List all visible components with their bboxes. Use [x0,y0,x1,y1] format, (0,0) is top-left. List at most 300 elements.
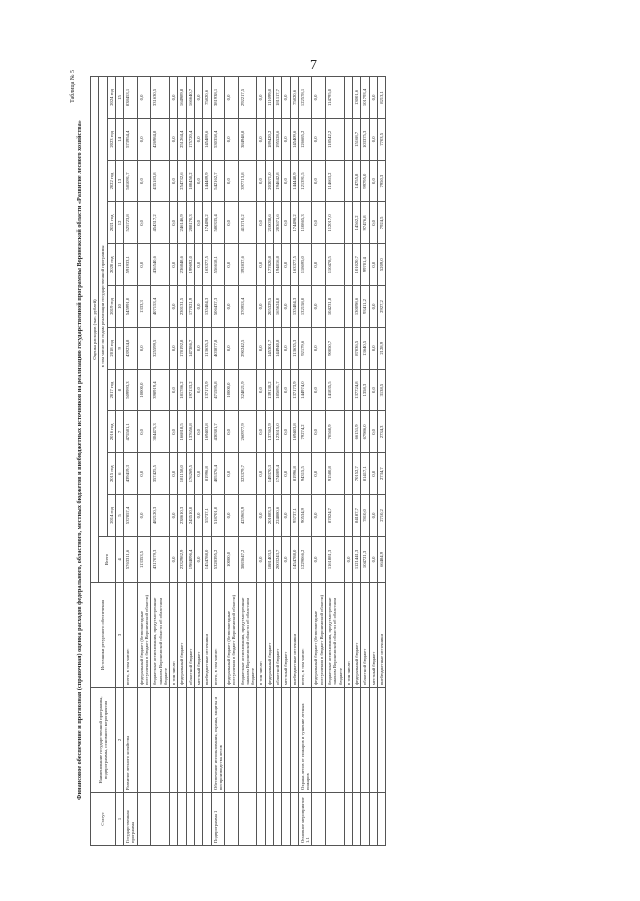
value-cell: 0,0 [282,411,290,453]
source-cell: областной бюджет [361,583,369,688]
value-cell: 1229066,2 [298,536,312,582]
source-cell: всего, в том числе: [211,583,225,688]
value-cell: 525723,8 [124,202,138,244]
value-cell: 0,0 [170,77,178,119]
value-cell: 5328395,2 [211,536,225,582]
source-cell: всего, в том числе: [124,583,138,688]
value-cell: 0,0 [257,327,265,369]
value-cell: 230131,5 [178,286,186,328]
value-cell: 145489,6 [203,118,211,160]
value-cell: 537857,4 [124,495,138,537]
value-cell: 203071,0 [265,160,273,202]
name-cell [151,688,170,793]
value-cell: 0,0 [369,244,377,286]
value-cell: 194816,8 [274,244,282,286]
status-cell [238,793,257,846]
value-cell: 2003243,7 [274,536,282,582]
value-cell: 0,0 [170,369,178,411]
name-cell: Обеспечение использования, охраны, защиты и воспроизводства лесов [211,688,225,793]
value-cell: 114795,0 [326,77,345,119]
value-cell: 14755,8 [353,160,361,202]
value-cell: 2332982,9 [178,536,186,582]
source-cell: внебюджетные источники [203,583,211,688]
value-cell: 118542,2 [326,118,345,160]
value-cell: 137362,9 [265,411,273,453]
value-cell [344,77,352,119]
value-cell: 425963,9 [238,495,257,537]
value-cell: 110478,5 [326,244,345,286]
value-cell: 436540,6 [151,244,170,286]
name-cell [186,688,194,793]
table-row [369,77,377,846]
value-cell: 292217,5 [238,77,257,119]
value-cell [344,286,352,328]
value-cell: 110865,3 [298,202,312,244]
value-cell: 0,0 [194,118,202,160]
name-cell [312,688,326,793]
value-cell: 145409,6 [290,118,298,160]
header-year: 2015 год [107,453,115,495]
value-cell: 0,0 [225,244,239,286]
value-cell: 0,0 [194,77,202,119]
value-cell: 1881403,5 [265,536,273,582]
column-number: 13 [115,160,123,202]
value-cell: 413710,2 [238,202,257,244]
value-cell: 70152,7 [353,453,361,495]
source-cell: всего, в том числе: [298,583,312,688]
value-cell: 0,0 [225,327,239,369]
value-cell: 0,0 [312,118,326,160]
value-cell: 135484,3 [290,286,298,328]
status-cell [274,793,282,846]
value-cell: 439234,8 [124,327,138,369]
value-cell: 0,0 [282,77,290,119]
rotated-content [70,60,590,860]
table-row [326,77,345,846]
value-cell: 0,0 [282,453,290,495]
value-cell: 545991,0 [124,286,138,328]
value-cell: 4317079,3 [151,536,170,582]
value-cell: 81417,1 [361,453,369,495]
value-cell: 0,0 [194,286,202,328]
value-cell: 177820,8 [265,244,273,286]
source-cell: областной бюджет [186,583,194,688]
value-cell: 290242,5 [238,327,257,369]
value-cell: 482120,3 [151,495,170,537]
value-cell: 392837,6 [238,244,257,286]
value-cell: 0,0 [257,536,265,582]
value-cell: 509993,3 [124,369,138,411]
table-row [298,77,312,846]
value-cell: 324821,9 [238,369,257,411]
value-cell: 591933,1 [124,244,138,286]
value-cell: 0,0 [369,453,377,495]
value-cell: 14562,2 [353,202,361,244]
value-cell: 67986,0 [361,411,369,453]
value-cell [344,453,352,495]
value-cell: 260977,9 [238,411,257,453]
table-row [344,77,352,846]
status-cell [137,793,151,846]
value-cell: 581091,7 [124,160,138,202]
value-cell: 2128,9 [377,327,385,369]
value-cell: 246146,9 [178,202,186,244]
table-row [282,77,290,846]
value-cell: 0,0 [282,369,290,411]
name-cell [194,688,202,793]
name-cell [290,688,298,793]
source-cell: областной бюджет [274,583,282,688]
value-cell: 174498,2 [290,202,298,244]
value-cell: 238610,3 [178,495,186,537]
value-cell: 1161881,3 [326,536,345,582]
value-cell: 0,0 [312,536,326,582]
value-cell: 403877,8 [211,327,225,369]
status-cell [326,793,345,846]
value-cell: 0,0 [194,160,202,202]
value-cell: 0,0 [312,286,326,328]
name-cell [257,688,265,793]
value-cell: 0,0 [225,77,239,119]
value-cell: 1358,3 [361,369,369,411]
value-cell: 189420,2 [265,118,273,160]
value-cell: 0,0 [257,286,265,328]
value-cell: 137724,8 [353,369,361,411]
value-cell: 2927,2 [377,286,385,328]
value-cell: 0,0 [282,202,290,244]
value-cell: 0,0 [194,327,202,369]
column-number: 11 [115,244,123,286]
value-cell: 195528,6 [274,118,282,160]
value-cell: 357425,5 [151,453,170,495]
value-cell: 144448,9 [290,160,298,202]
table-row [225,77,239,846]
value-cell: 573954,4 [124,118,138,160]
value-cell: 81996,8 [290,453,298,495]
value-cell: 0,0 [257,244,265,286]
value-cell: 331630,5 [151,77,170,119]
table-row [290,77,298,846]
name-cell [225,688,239,793]
table-row [124,77,138,846]
value-cell: 426984,8 [151,118,170,160]
status-cell [282,793,290,846]
value-cell: 0,0 [170,536,178,582]
value-cell: 0,0 [369,495,377,537]
value-cell: 0,0 [312,453,326,495]
value-cell: 112017,0 [326,202,345,244]
name-cell [170,688,178,793]
value-cell: 205329,5 [265,286,273,328]
value-cell: 5763311,6 [124,536,138,582]
value-cell: 0,0 [137,495,151,537]
value-cell: 0,0 [137,327,151,369]
value-cell: 10000,0 [225,536,239,582]
value-cell: 180450,2 [186,160,194,202]
status-cell [353,793,361,846]
table-row [257,77,265,846]
value-cell: 0,0 [225,495,239,537]
value-cell: 0,0 [312,495,326,537]
value-cell: 0,0 [369,118,377,160]
value-cell: 0,0 [137,244,151,286]
value-cell: 2710,2 [377,495,385,537]
header-year: 2018 год [107,327,115,369]
value-cell: 84187,7 [353,495,361,537]
table-row [137,77,151,846]
value-cell: 0,0 [312,202,326,244]
value-cell: 174009,4 [274,453,282,495]
header-year: 2017 год [107,369,115,411]
status-cell [344,793,352,846]
status-cell [377,793,385,846]
value-cell: 580335,4 [211,202,225,244]
value-cell: 113635,3 [290,327,298,369]
table-row [170,77,178,846]
value-cell: 0,0 [194,244,202,286]
status-cell [361,793,369,846]
value-cell: 0,0 [257,369,265,411]
value-cell: 145301,7 [265,327,273,369]
value-cell: 0,0 [137,453,151,495]
value-cell: 0,0 [225,118,239,160]
value-cell: 101020,7 [353,244,361,286]
status-cell [290,793,298,846]
value-cell: 1454788,0 [203,536,211,582]
value-cell: 0,0 [257,453,265,495]
value-cell: 0,0 [170,453,178,495]
value-cell: 236848,6 [178,244,186,286]
value-cell: 137173,9 [290,369,298,411]
value-cell [344,244,352,286]
value-cell: 0,0 [194,202,202,244]
value-cell: 454317,2 [151,202,170,244]
value-cell: 435183,8 [151,160,170,202]
value-cell: 163377,5 [290,244,298,286]
value-cell: 0,0 [282,160,290,202]
value-cell: 0,0 [344,536,352,582]
column-number: 10 [115,286,123,328]
column-number: 12 [115,202,123,244]
value-cell: 175720,4 [186,118,194,160]
value-cell: 104231,8 [326,286,345,328]
value-cell: 1333,3 [137,286,151,328]
value-cell: 0,0 [312,160,326,202]
value-cell: 149370,3 [265,453,273,495]
column-number: 2 [115,688,123,793]
value-cell: 0,0 [282,327,290,369]
column-number: 6 [115,453,123,495]
value-cell: 147386,7 [186,327,194,369]
column-number: 3 [115,583,123,688]
value-cell: 94315,5 [298,453,312,495]
source-cell: в том числе: [257,583,265,688]
value-cell: 398919,4 [151,369,170,411]
value-cell: 144974,0 [298,369,312,411]
value-cell: 13640,5 [361,327,369,369]
status-cell [178,793,186,846]
value-cell: 1454788,0 [290,536,298,582]
table-row [194,77,202,846]
value-cell: 0,0 [170,411,178,453]
value-cell: 0,0 [194,453,202,495]
value-cell: 70560,9 [326,411,345,453]
name-cell [377,688,385,793]
value-cell: 210038,6 [265,202,273,244]
status-cell [225,793,239,846]
source-cell: федеральный бюджет [265,583,273,688]
header-year: 2024 год [107,77,115,119]
table-row [353,77,361,846]
value-cell: 0,0 [257,160,265,202]
value-cell: 8213,1 [377,77,385,119]
value-cell: 0,0 [194,411,202,453]
value-cell: 0,0 [369,536,377,582]
value-cell: 407153,4 [151,286,170,328]
source-cell: местный бюджет [194,583,202,688]
value-cell: 506437,3 [211,286,225,328]
value-cell: 0,0 [170,495,178,537]
value-cell: 0,0 [194,536,202,582]
value-cell: 13001,6 [353,77,361,119]
column-number: 14 [115,118,123,160]
value-cell: 0,0 [225,286,239,328]
value-cell: 79274,2 [298,411,312,453]
status-cell [194,793,202,846]
value-cell: 0,0 [225,411,239,453]
value-cell: 121391,5 [298,160,312,202]
value-cell: 101793,4 [361,77,369,119]
value-cell: 113353,5 [137,536,151,582]
value-cell: 405376,4 [211,453,225,495]
value-cell: 0,0 [137,77,151,119]
status-cell [203,793,211,846]
status-cell: Государственная программа [124,793,138,846]
value-cell: 0,0 [282,286,290,328]
value-cell: 7810,0 [361,495,369,537]
value-cell: 114663,2 [326,160,345,202]
table-row [361,77,369,846]
name-cell: Развитие лесного хозяйства [124,688,138,793]
value-cell: 10000,0 [225,369,239,411]
value-cell: 15168,7 [353,118,361,160]
name-cell [282,688,290,793]
value-cell: 75820,6 [290,77,298,119]
value-cell: 0,0 [257,495,265,537]
value-cell: 0,0 [170,327,178,369]
name-cell [326,688,345,793]
status-cell [151,793,170,846]
value-cell: 2734,7 [377,453,385,495]
name-cell [203,688,211,793]
value-cell: 181786,2 [178,369,186,411]
value-cell: 518701,0 [211,495,225,537]
value-cell: 0,0 [137,202,151,244]
value-cell: 144940,8 [274,327,282,369]
header-year: 2014 год [107,495,115,537]
source-cell: федеральный бюджет [178,583,186,688]
value-cell: 7924,5 [377,202,385,244]
name-cell [353,688,361,793]
value-cell: 1121441,3 [353,536,361,582]
value-cell: 0,0 [137,118,151,160]
value-cell [344,118,352,160]
header-status: Статус [91,793,116,846]
value-cell: 164989,8 [178,77,186,119]
value-cell: 87036,5 [353,327,361,369]
column-number: 7 [115,411,123,453]
header-source: Источники ресурсного обеспечения [91,583,116,688]
header-estimate: Оценка расходов (тыс. рублей) [91,77,99,583]
source-cell: федеральный бюджет (безвозмездные поступления в бюджет Воронежской области) [312,583,326,688]
value-cell: 174498,2 [203,202,211,244]
source-cell: бюджетные ассигнования, предусмотренные законом Воронежской области об областном бюджете [151,583,170,688]
value-cell: 0,0 [225,453,239,495]
table-row [211,77,225,846]
value-cell: 132158,0 [298,286,312,328]
value-cell: 0,0 [170,286,178,328]
value-cell: 99701,4 [361,244,369,286]
value-cell: 208170,3 [186,202,194,244]
table-row [238,77,257,846]
value-cell: 381938,1 [211,77,225,119]
header-year: 2016 год [107,411,115,453]
value-cell: 104721,3 [361,536,369,582]
value-cell: 122578,1 [298,77,312,119]
source-cell: федеральный бюджет (безвозмездные поступления в бюджет Воронежской области) [225,583,239,688]
value-cell: 0,0 [257,77,265,119]
value-cell: 475581,1 [124,411,138,453]
value-cell: 177021,9 [186,286,194,328]
table-row [265,77,273,846]
value-cell: 7703,5 [377,118,385,160]
table-row [312,77,326,846]
value-cell: 0,0 [257,118,265,160]
value-cell: 169403,8 [203,411,211,453]
value-cell: 144489,9 [203,160,211,202]
value-cell: 10000,0 [137,369,151,411]
table-row [178,77,186,846]
column-number: 1 [115,793,123,846]
value-cell: 0,0 [137,160,151,202]
value-cell: 0,0 [194,369,202,411]
name-cell [137,688,151,793]
name-cell [178,688,186,793]
column-number: 9 [115,327,123,369]
value-cell: 203671,6 [274,202,282,244]
value-cell: 0,0 [312,77,326,119]
value-cell: 194642,8 [274,160,282,202]
value-cell: 113635,3 [203,327,211,369]
page-number: 7 [310,58,317,73]
name-cell [274,688,282,793]
value-cell: 0,0 [282,118,290,160]
value-cell: 0,0 [312,327,326,369]
column-number: 8 [115,369,123,411]
column-number: 4 [115,536,123,582]
table-row [203,77,211,846]
header-year: 2019 год [107,286,115,328]
value-cell: 0,0 [257,202,265,244]
value-cell [344,369,352,411]
value-cell: 0,0 [194,495,202,537]
value-cell: 471595,8 [211,369,225,411]
value-cell: 0,0 [225,160,239,202]
value-cell: 169403,8 [290,411,298,453]
value-cell: 197133,2 [186,369,194,411]
value-cell: 181117,7 [274,77,282,119]
value-cell: 0,0 [369,286,377,328]
